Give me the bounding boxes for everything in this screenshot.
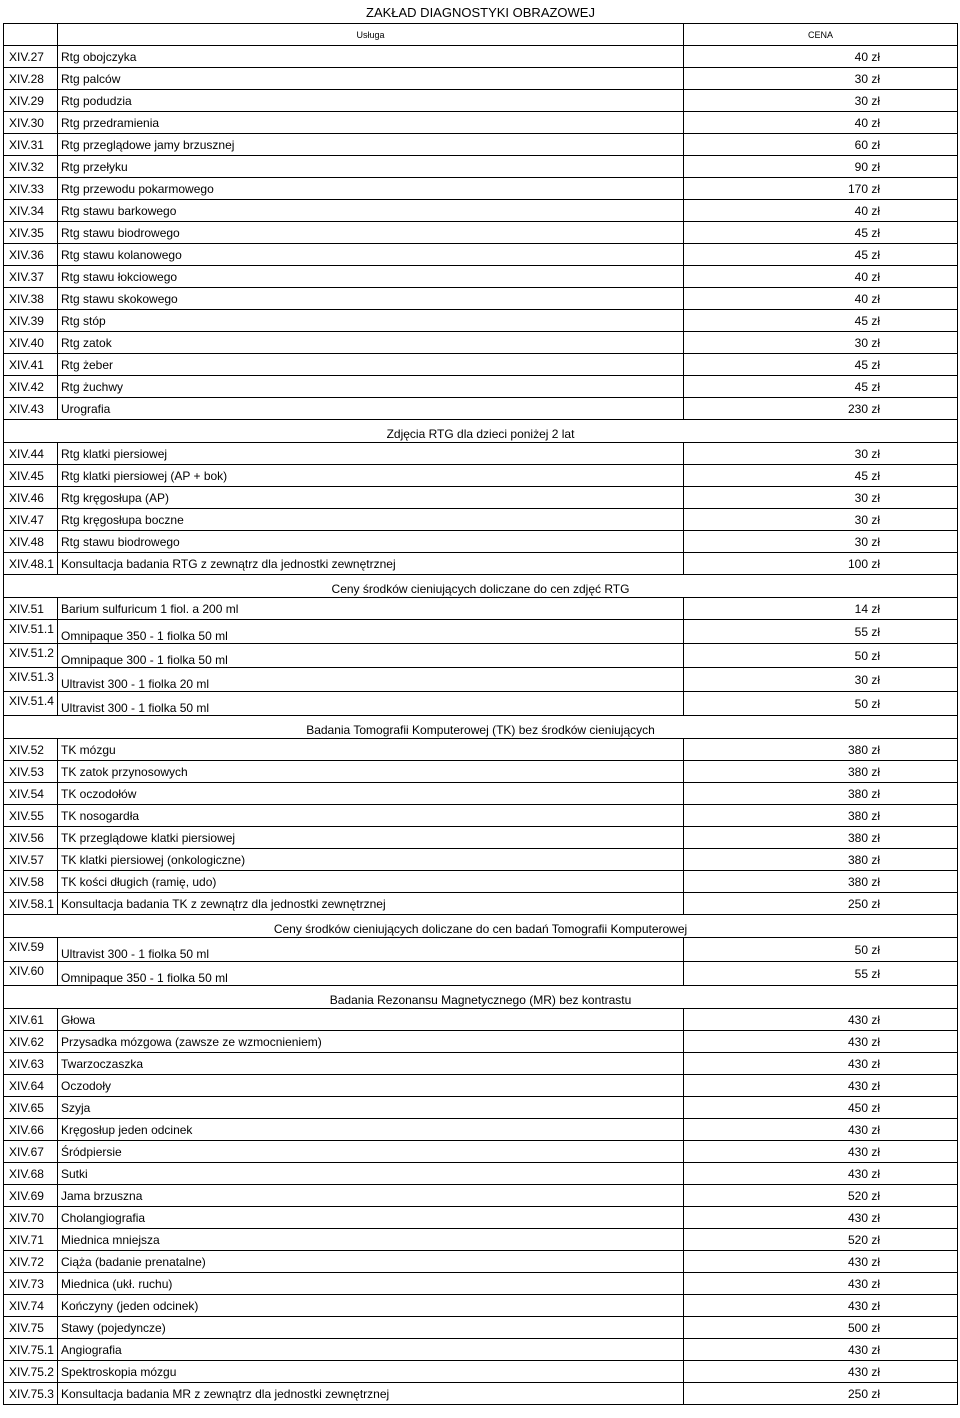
service-name: Rtg podudzia [58, 90, 684, 112]
service-code: XIV.53 [4, 761, 58, 783]
table-row [4, 1053, 958, 1075]
service-price: 430 zł [684, 1207, 958, 1229]
service-name: Rtg przewodu pokarmowego [58, 178, 684, 200]
service-code: XIV.29 [4, 90, 58, 112]
service-price: 380 zł [684, 827, 958, 849]
table-row [4, 739, 958, 761]
service-name: TK nosogardła [58, 805, 684, 827]
service-price: 380 zł [684, 849, 958, 871]
service-code: XIV.45 [4, 465, 58, 487]
service-code: XIV.68 [4, 1163, 58, 1185]
service-price: 30 zł [684, 68, 958, 90]
service-name: Omnipaque 350 - 1 fiolka 50 ml [58, 620, 684, 644]
service-name: Rtg przeglądowe jamy brzusznej [58, 134, 684, 156]
table-row [4, 1339, 958, 1361]
header-price: CENA [684, 24, 958, 46]
service-code: XIV.41 [4, 354, 58, 376]
service-price: 90 zł [684, 156, 958, 178]
service-code: XIV.33 [4, 178, 58, 200]
table-row [4, 1251, 958, 1273]
price-list-sheet [3, 2, 957, 1405]
service-code: XIV.39 [4, 310, 58, 332]
table-row [4, 531, 958, 553]
service-price: 30 zł [684, 443, 958, 465]
service-code: XIV.63 [4, 1053, 58, 1075]
service-name: Konsultacja badania RTG z zewnątrz dla jednostki zewnętrznej [58, 553, 684, 575]
service-price: 40 zł [684, 266, 958, 288]
service-code: XIV.75.2 [4, 1361, 58, 1383]
service-price: 380 zł [684, 805, 958, 827]
service-code: XIV.27 [4, 46, 58, 68]
service-price: 45 zł [684, 354, 958, 376]
service-code: XIV.62 [4, 1031, 58, 1053]
service-price: 430 zł [684, 1361, 958, 1383]
service-name: Konsultacja badania TK z zewnątrz dla jednostki zewnętrznej [58, 893, 684, 915]
table-row [4, 46, 958, 68]
service-name: Barium sulfuricum 1 fiol. a 200 ml [58, 598, 684, 620]
service-code: XIV.56 [4, 827, 58, 849]
service-name: Szyja [58, 1097, 684, 1119]
service-name: Kręgosłup jeden odcinek [58, 1119, 684, 1141]
service-price: 45 zł [684, 376, 958, 398]
service-price: 30 zł [684, 531, 958, 553]
service-price: 55 zł [684, 962, 958, 986]
service-code: XIV.57 [4, 849, 58, 871]
table-row [4, 509, 958, 531]
service-code: XIV.61 [4, 1009, 58, 1031]
service-price: 450 zł [684, 1097, 958, 1119]
service-price: 50 zł [684, 644, 958, 668]
service-name: TK oczodołów [58, 783, 684, 805]
service-code: XIV.66 [4, 1119, 58, 1141]
service-price: 430 zł [684, 1273, 958, 1295]
service-name: TK klatki piersiowej (onkologiczne) [58, 849, 684, 871]
service-name: Stawy (pojedyncze) [58, 1317, 684, 1339]
header-service: Usługa [58, 24, 684, 46]
service-name: Rtg klatki piersiowej [58, 443, 684, 465]
table-row [4, 644, 958, 668]
table-row [4, 692, 958, 716]
service-price: 380 zł [684, 739, 958, 761]
service-name: TK mózgu [58, 739, 684, 761]
service-name: Przysadka mózgowa (zawsze ze wzmocnieniem) [58, 1031, 684, 1053]
service-code: XIV.40 [4, 332, 58, 354]
table-row [4, 938, 958, 962]
table-row [4, 1097, 958, 1119]
service-name: Rtg stawu skokowego [58, 288, 684, 310]
service-name: Rtg przedramienia [58, 112, 684, 134]
table-row [4, 112, 958, 134]
service-code: XIV.46 [4, 487, 58, 509]
section-title: Ceny środków cieniujących doliczane do cen badań Tomografii Komputerowej [4, 915, 958, 938]
table-row [4, 962, 958, 986]
service-name: Rtg kręgosłupa boczne [58, 509, 684, 531]
service-name: Miednica (ukł. ruchu) [58, 1273, 684, 1295]
service-name: Miednica mniejsza [58, 1229, 684, 1251]
table-row [4, 398, 958, 420]
service-name: Spektroskopia mózgu [58, 1361, 684, 1383]
service-price: 230 zł [684, 398, 958, 420]
table-row [4, 553, 958, 575]
service-name: Omnipaque 300 - 1 fiolka 50 ml [58, 644, 684, 668]
service-code: XIV.38 [4, 288, 58, 310]
service-code: XIV.44 [4, 443, 58, 465]
service-price: 430 zł [684, 1119, 958, 1141]
service-name: Rtg stawu barkowego [58, 200, 684, 222]
service-price: 380 zł [684, 761, 958, 783]
table-row [4, 1295, 958, 1317]
service-code: XIV.65 [4, 1097, 58, 1119]
service-code: XIV.64 [4, 1075, 58, 1097]
service-code: XIV.35 [4, 222, 58, 244]
service-price: 100 zł [684, 553, 958, 575]
service-code: XIV.36 [4, 244, 58, 266]
service-price: 60 zł [684, 134, 958, 156]
header-row [4, 24, 958, 46]
service-name: Jama brzuszna [58, 1185, 684, 1207]
service-name: Ciąża (badanie prenatalne) [58, 1251, 684, 1273]
service-code: XIV.30 [4, 112, 58, 134]
table-row [4, 805, 958, 827]
service-code: XIV.52 [4, 739, 58, 761]
service-price: 40 zł [684, 288, 958, 310]
table-row [4, 288, 958, 310]
service-price: 55 zł [684, 620, 958, 644]
table-row [4, 668, 958, 692]
title-row [4, 2, 958, 24]
table-row [4, 1185, 958, 1207]
price-table [3, 2, 958, 1405]
service-code: XIV.58 [4, 871, 58, 893]
table-row [4, 200, 958, 222]
table-row [4, 354, 958, 376]
service-name: Oczodoły [58, 1075, 684, 1097]
service-price: 45 zł [684, 465, 958, 487]
service-name: TK przeglądowe klatki piersiowej [58, 827, 684, 849]
table-row [4, 310, 958, 332]
section-title: Zdjęcia RTG dla dzieci poniżej 2 lat [4, 420, 958, 443]
service-code: XIV.70 [4, 1207, 58, 1229]
service-code: XIV.28 [4, 68, 58, 90]
section-header-row [4, 915, 958, 938]
service-price: 170 zł [684, 178, 958, 200]
table-row [4, 1317, 958, 1339]
service-name: Rtg klatki piersiowej (AP + bok) [58, 465, 684, 487]
service-code: XIV.60 [4, 962, 58, 986]
table-row [4, 1361, 958, 1383]
table-row [4, 598, 958, 620]
service-price: 30 zł [684, 90, 958, 112]
section-title: Badania Rezonansu Magnetycznego (MR) bez kontrastu [4, 986, 958, 1009]
service-price: 430 zł [684, 1163, 958, 1185]
page-title: ZAKŁAD DIAGNOSTYKI OBRAZOWEJ [4, 2, 958, 24]
table-row [4, 1075, 958, 1097]
table-row [4, 244, 958, 266]
service-name: Rtg żeber [58, 354, 684, 376]
section-header-row [4, 716, 958, 739]
service-code: XIV.43 [4, 398, 58, 420]
table-row [4, 1207, 958, 1229]
table-row [4, 487, 958, 509]
service-name: Twarzoczaszka [58, 1053, 684, 1075]
table-row [4, 783, 958, 805]
table-row [4, 761, 958, 783]
service-name: Rtg zatok [58, 332, 684, 354]
service-name: Ultravist 300 - 1 fiolka 50 ml [58, 692, 684, 716]
section-header-row [4, 986, 958, 1009]
service-code: XIV.51 [4, 598, 58, 620]
table-row [4, 893, 958, 915]
service-name: TK zatok przynosowych [58, 761, 684, 783]
service-name: Konsultacja badania MR z zewnątrz dla jednostki zewnętrznej [58, 1383, 684, 1405]
table-row [4, 1009, 958, 1031]
table-row [4, 827, 958, 849]
service-price: 430 zł [684, 1075, 958, 1097]
service-price: 30 zł [684, 509, 958, 531]
service-code: XIV.37 [4, 266, 58, 288]
service-name: Cholangiografia [58, 1207, 684, 1229]
service-code: XIV.74 [4, 1295, 58, 1317]
service-price: 30 zł [684, 332, 958, 354]
service-code: XIV.51.3 [4, 668, 58, 692]
service-price: 45 zł [684, 244, 958, 266]
service-code: XIV.51.1 [4, 620, 58, 644]
service-name: Rtg obojczyka [58, 46, 684, 68]
service-name: Kończyny (jeden odcinek) [58, 1295, 684, 1317]
service-code: XIV.72 [4, 1251, 58, 1273]
service-price: 520 zł [684, 1185, 958, 1207]
service-name: Rtg palców [58, 68, 684, 90]
service-code: XIV.67 [4, 1141, 58, 1163]
table-row [4, 871, 958, 893]
service-price: 430 zł [684, 1009, 958, 1031]
service-name: Rtg przełyku [58, 156, 684, 178]
table-row [4, 376, 958, 398]
service-code: XIV.42 [4, 376, 58, 398]
table-row [4, 332, 958, 354]
service-code: XIV.32 [4, 156, 58, 178]
table-row [4, 178, 958, 200]
table-row [4, 465, 958, 487]
table-row [4, 266, 958, 288]
section-title: Badania Tomografii Komputerowej (TK) bez środków cieniujących [4, 716, 958, 739]
service-price: 520 zł [684, 1229, 958, 1251]
service-code: XIV.51.2 [4, 644, 58, 668]
table-row [4, 90, 958, 112]
service-name: Rtg żuchwy [58, 376, 684, 398]
service-price: 430 zł [684, 1295, 958, 1317]
service-code: XIV.73 [4, 1273, 58, 1295]
service-price: 430 zł [684, 1053, 958, 1075]
service-name: Omnipaque 350 - 1 fiolka 50 ml [58, 962, 684, 986]
service-code: XIV.34 [4, 200, 58, 222]
service-price: 50 zł [684, 938, 958, 962]
service-code: XIV.48.1 [4, 553, 58, 575]
service-price: 30 zł [684, 487, 958, 509]
service-name: Rtg stawu łokciowego [58, 266, 684, 288]
service-name: Śródpiersie [58, 1141, 684, 1163]
service-price: 250 zł [684, 1383, 958, 1405]
service-price: 430 zł [684, 1031, 958, 1053]
service-name: TK kości długich (ramię, udo) [58, 871, 684, 893]
section-header-row [4, 420, 958, 443]
service-price: 250 zł [684, 893, 958, 915]
service-price: 40 zł [684, 200, 958, 222]
service-code: XIV.59 [4, 938, 58, 962]
service-code: XIV.48 [4, 531, 58, 553]
section-title: Ceny środków cieniujących doliczane do cen zdjęć RTG [4, 575, 958, 598]
service-price: 30 zł [684, 668, 958, 692]
service-code: XIV.31 [4, 134, 58, 156]
service-code: XIV.47 [4, 509, 58, 531]
table-row [4, 1119, 958, 1141]
service-price: 45 zł [684, 222, 958, 244]
service-price: 40 zł [684, 46, 958, 68]
service-name: Ultravist 300 - 1 fiolka 50 ml [58, 938, 684, 962]
service-price: 380 zł [684, 871, 958, 893]
service-name: Sutki [58, 1163, 684, 1185]
table-row [4, 1229, 958, 1251]
service-price: 40 zł [684, 112, 958, 134]
service-price: 430 zł [684, 1339, 958, 1361]
service-code: XIV.54 [4, 783, 58, 805]
service-name: Angiografia [58, 1339, 684, 1361]
header-code-cell [4, 24, 58, 46]
service-price: 14 zł [684, 598, 958, 620]
service-name: Głowa [58, 1009, 684, 1031]
service-price: 430 zł [684, 1251, 958, 1273]
table-row [4, 156, 958, 178]
service-name: Rtg stawu biodrowego [58, 222, 684, 244]
service-code: XIV.75.1 [4, 1339, 58, 1361]
service-name: Rtg kręgosłupa (AP) [58, 487, 684, 509]
service-code: XIV.51.4 [4, 692, 58, 716]
service-code: XIV.75.3 [4, 1383, 58, 1405]
service-name: Rtg stawu kolanowego [58, 244, 684, 266]
service-name: Urografia [58, 398, 684, 420]
table-row [4, 1383, 958, 1405]
table-row [4, 443, 958, 465]
table-row [4, 849, 958, 871]
service-price: 430 zł [684, 1141, 958, 1163]
table-row [4, 1141, 958, 1163]
table-row [4, 222, 958, 244]
service-code: XIV.58.1 [4, 893, 58, 915]
table-row [4, 1163, 958, 1185]
service-code: XIV.55 [4, 805, 58, 827]
service-code: XIV.69 [4, 1185, 58, 1207]
service-name: Rtg stawu biodrowego [58, 531, 684, 553]
table-row [4, 620, 958, 644]
section-header-row [4, 575, 958, 598]
table-row [4, 68, 958, 90]
service-code: XIV.75 [4, 1317, 58, 1339]
table-row [4, 134, 958, 156]
service-name: Rtg stóp [58, 310, 684, 332]
service-code: XIV.71 [4, 1229, 58, 1251]
service-price: 380 zł [684, 783, 958, 805]
table-row [4, 1031, 958, 1053]
table-row [4, 1273, 958, 1295]
service-price: 45 zł [684, 310, 958, 332]
service-name: Ultravist 300 - 1 fiolka 20 ml [58, 668, 684, 692]
service-price: 500 zł [684, 1317, 958, 1339]
service-price: 50 zł [684, 692, 958, 716]
